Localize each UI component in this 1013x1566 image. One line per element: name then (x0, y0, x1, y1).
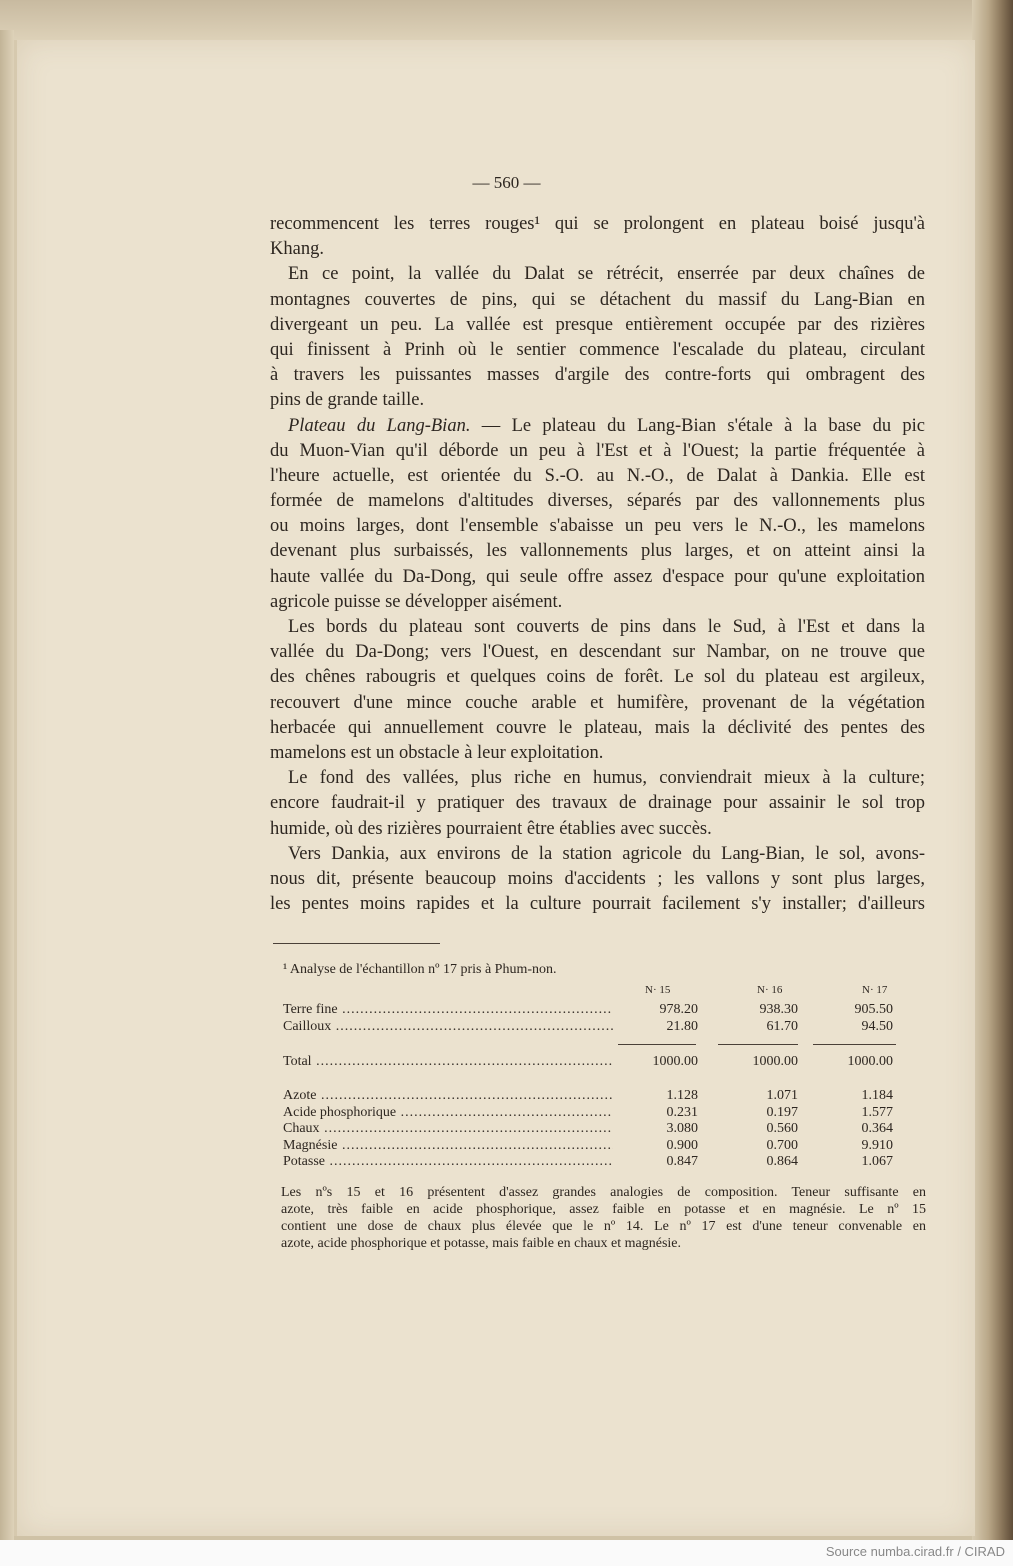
text-line: nous dit, présente beaucoup moins d'accidents ; les vallons y sont plus larges, (270, 868, 925, 889)
table-row (283, 1138, 898, 1155)
cell-value: 905.50 (854, 1002, 893, 1017)
row-label: Terre fine ..... (283, 1002, 613, 1018)
cell-value: 3.080 (666, 1121, 698, 1136)
text-line: du Muon-Vian qu'il déborde un peu à l'Est et à l'Ouest; la partie fréquentée à (270, 440, 925, 461)
table-row (283, 1019, 898, 1036)
cell-value: 938.30 (759, 1002, 798, 1017)
text-line: montagnes couvertes de pins, qui se détachent du massif du Lang-Bian en (270, 289, 925, 310)
cell-value: 1.184 (861, 1088, 893, 1103)
cell-value: 0.231 (666, 1104, 698, 1120)
table-row (283, 1088, 898, 1105)
row-label: Potasse ..... (283, 1154, 613, 1170)
cell-value: 9.910 (861, 1137, 893, 1153)
text-line: En ce point, la vallée du Dalat se rétrécit, enserrée par deux chaînes de (288, 264, 925, 285)
text-line (270, 414, 925, 439)
row-label: Acide phosphorique ..... (283, 1105, 613, 1121)
text-line: pins de grande taille. (270, 390, 425, 411)
cell-value: 1000.00 (847, 1054, 893, 1069)
comment-line: azote, acide phosphorique et potasse, mais faible en chaux et magnésie. (281, 1236, 682, 1251)
section-heading: Plateau du Lang-Bian. (288, 415, 471, 436)
text-line: haute vallée du Da-Dong, qui seule offre assez d'espace pour qu'une exploitation (270, 566, 925, 587)
page-number: — 560 — (472, 173, 541, 192)
text-line-rest: — Le plateau du Lang-Bian s'étale à la base du pic (481, 415, 925, 436)
text-line: des chênes rabougris et quelques coins de forêt. Le sol du plateau est argileux, (270, 667, 925, 688)
text-line: Les bords du plateau sont couverts de pins dans le Sud, à l'Est et dans la (288, 617, 925, 637)
text-line: encore faudrait-il y pratiquer des travaux de drainage pour assainir le sol trop (270, 793, 925, 814)
text-line: agricole puisse se développer aisément. (270, 591, 563, 612)
cell-value: 21.80 (666, 1018, 698, 1034)
comment-line: contient une dose de chaux plus élevée que le nº 14. Le nº 17 est d'une teneur convenable en (281, 1219, 926, 1234)
text-line: devenant plus surbaissés, les vallonnements plus larges, et on atteint ainsi la (270, 541, 925, 562)
text-line: qui finissent à Prinh où le sentier commence l'escalade du plateau, circulant (270, 339, 925, 360)
row-label: Chaux ..... (283, 1121, 613, 1137)
cell-value: 1.577 (861, 1104, 893, 1120)
text-line: vallée du Da-Dong; vers l'Ouest, en descendant sur Nambar, on ne trouve que (270, 642, 925, 663)
book-right-edge (972, 0, 1013, 1540)
cell-value: 1.071 (766, 1088, 798, 1103)
cell-value: 0.864 (766, 1154, 798, 1169)
table-row (283, 1002, 898, 1019)
text-line: recommencent les terres rouges¹ qui se prolongent en plateau boisé jusqu'à (270, 214, 925, 234)
text-line: les pentes moins rapides et la culture pourrait facilement s'y installer; d'ailleurs (270, 894, 925, 915)
column-header: N· 16 (757, 984, 783, 996)
text-line: à travers les puissantes masses d'argile des contre-forts qui ombragent des (270, 365, 925, 386)
text-line: ou moins larges, dont l'ensemble s'abaisse un peu vers le N.-O., les mamelons (270, 516, 925, 537)
text-line: formée de mamelons d'altitudes diverses, séparés par des vallonnements plus (270, 491, 925, 512)
cell-value: 978.20 (659, 1002, 698, 1017)
text-line: Vers Dankia, aux environs de la station agricole du Lang-Bian, le sol, avons- (288, 843, 925, 864)
cell-value: 0.847 (666, 1154, 698, 1169)
cell-value: 1000.00 (652, 1054, 698, 1069)
text-line: recouvert d'une mince couche arable et humifère, provenant de la végétation (270, 692, 925, 713)
cell-value: 0.197 (766, 1104, 798, 1120)
cell-value: 0.900 (666, 1137, 698, 1153)
cell-value: 61.70 (766, 1018, 798, 1034)
text-line: divergeant un peu. La vallée est presque entièrement occupée par des rizières (270, 314, 925, 335)
book-top-edge (0, 0, 1013, 40)
footnote-separator (273, 943, 440, 944)
text-line: humide, où des rizières pourraient être établies avec succès. (270, 818, 712, 839)
source-credit: Source numba.cirad.fr / CIRAD (825, 1544, 1005, 1559)
sum-rule (718, 1044, 798, 1045)
text-line: herbacée qui annuellement couvre le plateau, mais la déclivité des pentes des (270, 717, 925, 738)
cell-value: 1.067 (861, 1154, 893, 1169)
footnote-comment (281, 1184, 926, 1252)
comment-line: Les nºs 15 et 16 présentent d'assez grandes analogies de composition. Teneur suffisante en (281, 1185, 926, 1200)
cell-value: 0.364 (861, 1121, 893, 1136)
cell-value: 1.128 (666, 1088, 698, 1103)
text-line: Khang. (270, 239, 324, 260)
row-label: Azote ..... (283, 1088, 613, 1104)
table-row (283, 1105, 898, 1122)
body-text (270, 212, 925, 917)
column-header: N· 15 (645, 984, 671, 996)
table-row (283, 1121, 898, 1138)
column-header: N· 17 (862, 984, 888, 996)
row-label: Cailloux ..... (283, 1019, 613, 1035)
cell-value: 0.700 (766, 1137, 798, 1153)
row-label: Magnésie ..... (283, 1138, 613, 1154)
cell-value: 1000.00 (752, 1054, 798, 1069)
cell-value: 94.50 (861, 1018, 893, 1034)
row-label: Total ..... (283, 1054, 613, 1070)
comment-line: azote, très faible en acide phosphorique, assez faible en potasse et en magnésie. Le nº 15 (281, 1202, 926, 1217)
book-left-edge (0, 30, 14, 1540)
text-line: mamelons est un obstacle à leur exploitation. (270, 742, 604, 763)
footnote-title: ¹ Analyse de l'échantillon nº 17 pris à Phum-non. (283, 962, 557, 977)
sum-rule (813, 1044, 896, 1045)
sum-rule (618, 1044, 696, 1045)
source-bar (0, 1540, 1013, 1566)
cell-value: 0.560 (766, 1121, 798, 1136)
table-row (283, 1054, 898, 1071)
text-line: Le fond des vallées, plus riche en humus, conviendrait mieux à la culture; (288, 768, 925, 789)
text-line: l'heure actuelle, est orientée du S.-O. au N.-O., de Dalat à Dankia. Elle est (270, 465, 925, 486)
table-row (283, 1154, 898, 1171)
